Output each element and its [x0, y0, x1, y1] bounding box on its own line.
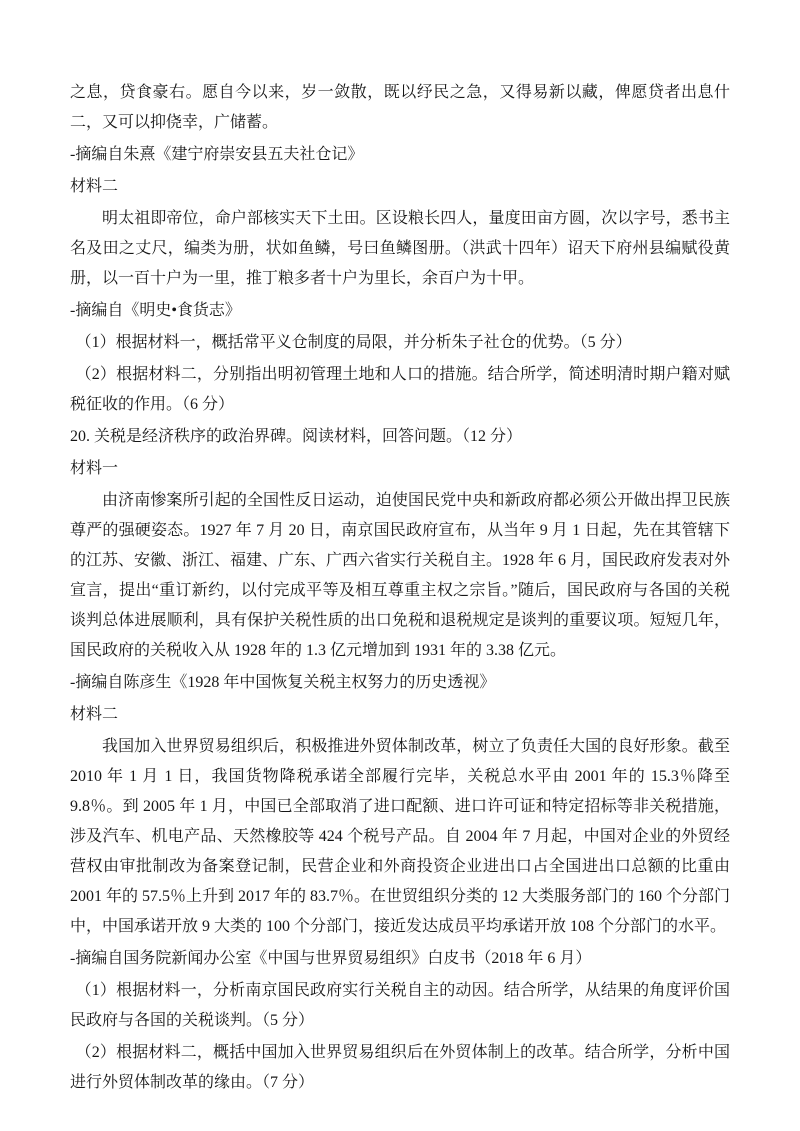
q20-material2-label: 材料二: [70, 706, 119, 723]
q20-material2-paragraph: 我国加入世界贸易组织后，积极推进外贸体制改革，树立了负责任大国的良好形象。截至 2010 年 1 月 1 日，我国货物降税承诺全部履行完毕，关税总水平由 2001 年的 15.3％降至 9.8％。到 2005 年 1 月，中国已全部取消了进口配额、进口许可证和特定招标等非关税措施，涉及汽车、机电产品、天然橡胶等 424 个税号产品。自 2004 年 7 月起，中国对企业的外贸经营权由审批制改为备案登记制，民营企业和外商投资企业进出口占全国进出口总额的比重由 2001 年的 57.5％上升到 2017 年的 83.7％。在世贸组织分类的 12 大类服务部门的 160 个分部门中，中国承诺开放 9 大类的 100 个分部门，接近发达成员平均承诺开放 108 个分部门的水平。: [70, 738, 731, 935]
q20-subquestion-2: （2）根据材料二，概括中国加入世界贸易组织后在外贸体制上的改革。结合所学，分析中国进行外贸体制改革的缘由。（7 分）: [70, 1044, 730, 1091]
q20-material1-label: 材料一: [70, 460, 119, 477]
q20-source-citation-1: -摘编自陈彦生《1928 年中国恢复关税主权努力的历史透视》: [70, 674, 496, 691]
q20-source-citation-2: -摘编自国务院新闻办公室《中国与世界贸易组织》白皮书（2018 年 6 月）: [70, 950, 592, 967]
q20-question-heading: 20. 关税是经济秩序的政治界碑。阅读材料，回答问题。（12 分）: [70, 428, 523, 445]
q19-material2-paragraph: 明太祖即帝位，命户部核实天下土田。区设粮长四人，量度田亩方圆，次以字号，悉书主名及田之丈尺，编类为册，状如鱼鳞，号曰鱼鳞图册。（洪武十四年）诏天下府州县编赋役黄册，以一百十户为一里，推丁粮多者十户为里长，余百户为十甲。: [70, 210, 730, 287]
q19-subquestion-2: （2）根据材料二，分别指出明初管理土地和人口的措施。结合所学，简述明清时期户籍对赋税征收的作用。（6 分）: [70, 366, 730, 413]
q19-material2-label: 材料二: [70, 178, 119, 195]
q20-material1-paragraph: 由济南惨案所引起的全国性反日运动，迫使国民党中央和新政府都必须公开做出捍卫民族尊严的强硬姿态。1927 年 7 月 20 日，南京国民政府宣布，从当年 9 月 1 日起，先在其管辖下的江苏、安徽、浙江、福建、广东、广西六省实行关税自主。1928 年 6 月，国民政府发表对外宣言，提出“重订新约，以付完成平等及相互尊重主权之宗旨。”随后，国民政府与各国的关税谈判总体进展顺利，具有保护关税性质的出口免税和退税规定是谈判的重要议项。短短几年，国民政府的关税收入从 1928 年的 1.3 亿元增加到 1931 年的 3.38 亿元。: [70, 492, 731, 659]
q19-material1-continuation: 之息，贷食豪右。愿自今以来，岁一敛散，既以纾民之急，又得易新以藏，俾愿贷者出息什二，又可以抑侥幸，广储蓄。: [70, 84, 730, 131]
q19-source-citation-2: -摘编自《明史•食货志》: [70, 302, 241, 319]
q19-subquestion-1: （1）根据材料一，概括常平义仓制度的局限，并分析朱子社仓的优势。（5 分）: [75, 334, 632, 351]
q20-subquestion-1: （1）根据材料一，分析南京国民政府实行关税自主的动因。结合所学，从结果的角度评价国民政府与各国的关税谈判。（5 分）: [70, 982, 730, 1029]
q19-source-citation-1: -摘编自朱熹《建宁府崇安县五夫社仓记》: [70, 146, 364, 163]
